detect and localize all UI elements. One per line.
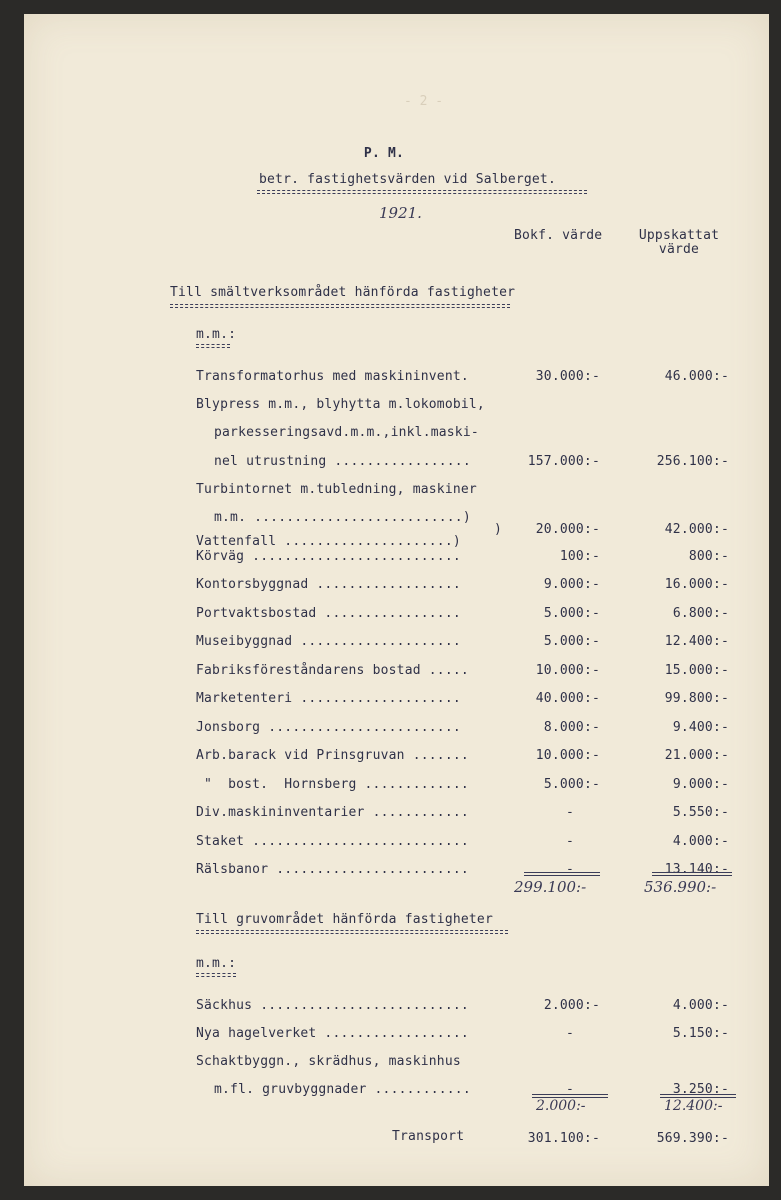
row-estimated-value: 9.000:-: [672, 777, 729, 792]
handwritten-total-estimated: 536.990:-: [644, 878, 717, 896]
handwritten-total-book: 299.100:-: [514, 878, 587, 896]
row-book-value: 5.000:-: [543, 606, 600, 621]
row-label: nel utrustning .................: [214, 454, 471, 469]
row-estimated-value: 4.000:-: [672, 834, 729, 849]
sum-line-estimated: [652, 872, 732, 876]
row-estimated-value: 5.550:-: [672, 805, 729, 820]
bleed-through-text: - 2 -: [404, 94, 444, 109]
row-estimated-value: 6.800:-: [672, 606, 729, 621]
section-title-underline: [170, 304, 510, 308]
row-label: Marketenteri ....................: [196, 691, 461, 706]
row-book-value: 5.000:-: [543, 777, 600, 792]
brace-mark: ): [494, 522, 503, 537]
row-estimated-value: 99.800:-: [664, 691, 729, 706]
row-label: m.m. ..........................): [214, 510, 471, 525]
row-estimated-value: 3.250:-: [672, 1082, 729, 1097]
row-label: Portvaktsbostad .................: [196, 606, 461, 621]
column-header-estimated-value-line2: värde: [658, 242, 700, 257]
row-book-value: 20.000:-: [535, 522, 600, 537]
row-label: Jonsborg ........................: [196, 720, 461, 735]
row-label: Rälsbanor ........................: [196, 862, 469, 877]
row-label: Kontorsbyggnad ..................: [196, 577, 461, 592]
row-estimated-value: 800:-: [688, 549, 729, 564]
row-label: Museibyggnad ....................: [196, 634, 461, 649]
row-book-value: 9.000:-: [543, 577, 600, 592]
column-header-book-value: Bokf. värde: [514, 228, 603, 243]
row-book-value: 10.000:-: [535, 748, 600, 763]
row-label: Körväg ..........................: [196, 549, 461, 564]
document-page: [24, 14, 769, 1186]
row-book-value: 5.000:-: [543, 634, 600, 649]
handwritten-year: 1921.: [379, 204, 422, 222]
row-estimated-value: 256.100:-: [656, 454, 729, 469]
row-book-value: -: [565, 862, 574, 877]
row-estimated-value: 4.000:-: [672, 998, 729, 1013]
row-estimated-value: 21.000:-: [664, 748, 729, 763]
section-subtitle-underline: [196, 973, 236, 977]
row-estimated-value: 42.000:-: [664, 522, 729, 537]
row-book-value: 2.000:-: [543, 998, 600, 1013]
row-estimated-value: 15.000:-: [664, 663, 729, 678]
row-book-value: -: [565, 1026, 574, 1041]
page-title: P. M.: [363, 146, 405, 161]
section-title-smelter-area: Till smältverksområdet hänförda fastigheter: [170, 285, 516, 300]
row-estimated-value: 12.400:-: [664, 634, 729, 649]
row-book-value: 40.000:-: [535, 691, 600, 706]
transport-label: Transport: [392, 1129, 465, 1144]
row-label: Turbintornet m.tubledning, maskiner: [196, 482, 477, 497]
subtitle-underline: [257, 190, 587, 194]
row-estimated-value: 5.150:-: [672, 1026, 729, 1041]
handwritten-total-estimated: 12.400:-: [664, 1098, 723, 1114]
row-label: Schaktbyggn., skrädhus, maskinhus: [196, 1054, 461, 1069]
handwritten-total-book: 2.000:-: [536, 1098, 586, 1114]
sum-line-book: [524, 872, 600, 876]
section-subtitle: m.m.:: [196, 327, 237, 342]
row-book-value: 100:-: [559, 549, 600, 564]
row-book-value: 157.000:-: [527, 454, 600, 469]
row-label: Fabriksföreståndarens bostad .....: [196, 663, 469, 678]
row-estimated-value: 46.000:-: [664, 369, 729, 384]
row-estimated-value: 13.140:-: [664, 862, 729, 877]
row-label: Vattenfall .....................): [196, 534, 461, 549]
row-estimated-value: 9.400:-: [672, 720, 729, 735]
row-book-value: -: [565, 1082, 574, 1097]
row-book-value: 10.000:-: [535, 663, 600, 678]
transport-estimated-value: 569.390:-: [656, 1131, 729, 1146]
section-subtitle: m.m.:: [196, 956, 237, 971]
row-book-value: -: [565, 805, 574, 820]
page-subtitle: betr. fastighetsvärden vid Salberget.: [259, 172, 556, 187]
row-label: Arb.barack vid Prinsgruvan .......: [196, 748, 469, 763]
row-label: Säckhus ..........................: [196, 998, 469, 1013]
row-label: " bost. Hornsberg .............: [204, 777, 469, 792]
section-subtitle-underline: [196, 344, 230, 348]
row-label: parkesseringsavd.m.m.,inkl.maski-: [214, 425, 479, 440]
transport-book-value: 301.100:-: [527, 1131, 600, 1146]
row-book-value: 8.000:-: [543, 720, 600, 735]
row-label: Transformatorhus med maskininvent.: [196, 369, 469, 384]
section-title-mine-area: Till gruvområdet hänförda fastigheter: [196, 912, 493, 927]
row-book-value: -: [565, 834, 574, 849]
row-label: Blypress m.m., blyhytta m.lokomobil,: [196, 397, 485, 412]
row-label: m.fl. gruvbyggnader ............: [214, 1082, 471, 1097]
section-title-underline: [196, 930, 508, 934]
row-label: Staket ...........................: [196, 834, 469, 849]
row-estimated-value: 16.000:-: [664, 577, 729, 592]
row-label: Div.maskininventarier ............: [196, 805, 469, 820]
row-label: Nya hagelverket ..................: [196, 1026, 469, 1041]
row-book-value: 30.000:-: [535, 369, 600, 384]
column-header-estimated-value-line1: Uppskattat: [638, 228, 720, 243]
